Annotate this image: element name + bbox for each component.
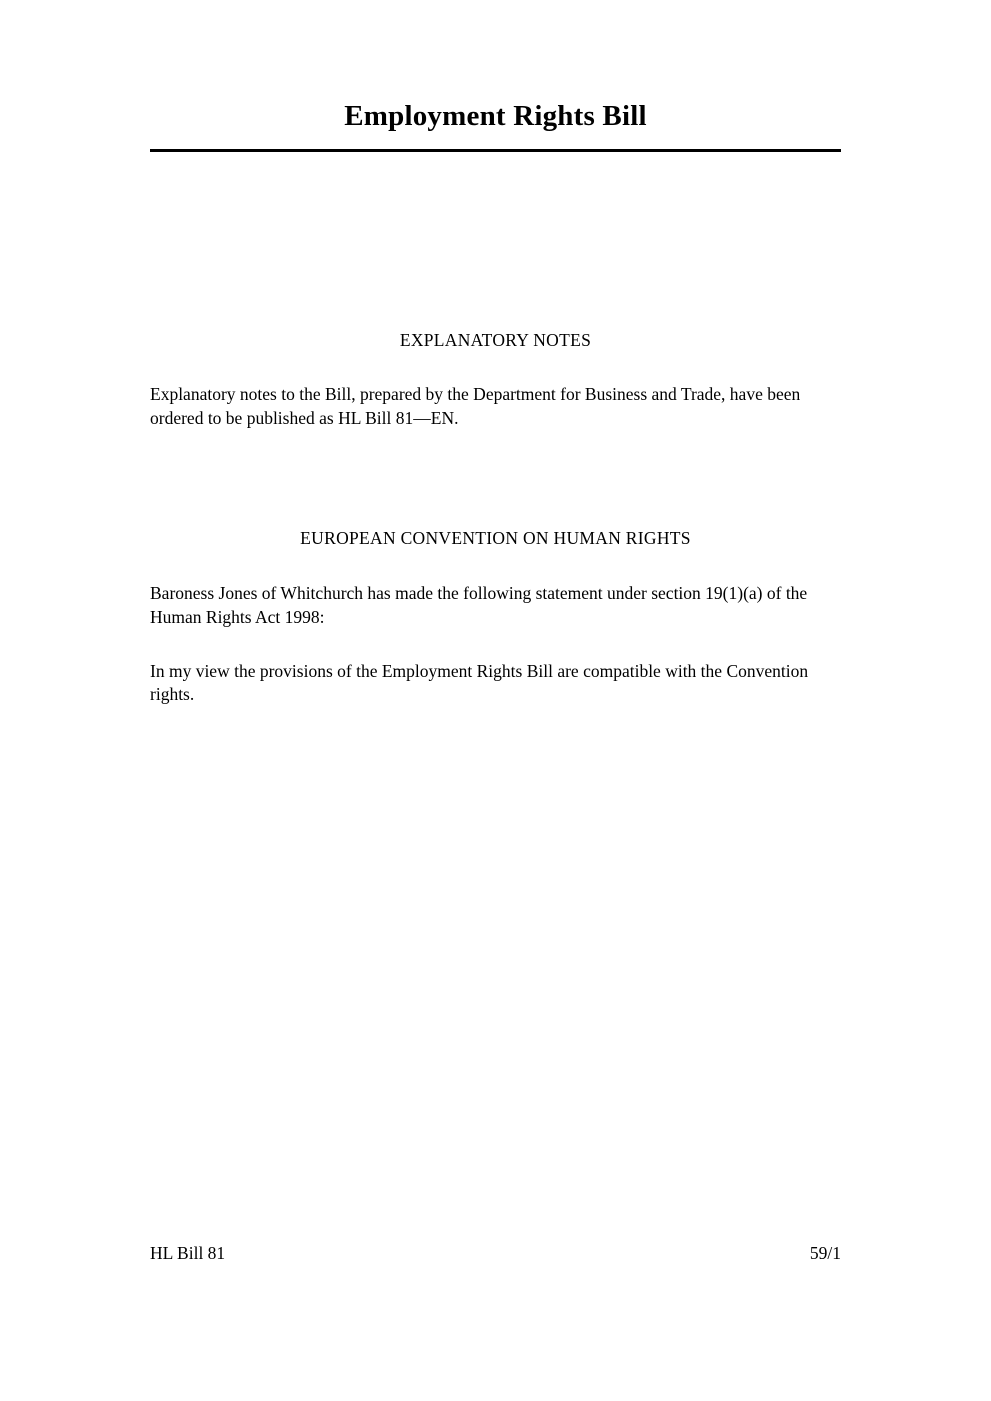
explanatory-notes-section xyxy=(150,330,841,430)
footer-page-reference: 59/1 xyxy=(809,1243,841,1263)
echr-heading: EUROPEAN CONVENTION ON HUMAN RIGHTS xyxy=(300,528,691,549)
echr-statement-paragraph: Baroness Jones of Whitchurch has made the following statement under section 19(1)(a) of the Human Rights Act 1998: xyxy=(150,583,808,627)
page-title: Employment Rights Bill xyxy=(344,100,647,132)
title-rule xyxy=(150,149,841,152)
echr-compatibility-paragraph: In my view the provisions of the Employment Rights Bill are compatible with the Convention rights. xyxy=(150,660,809,705)
explanatory-notes-heading: EXPLANATORY NOTES xyxy=(399,330,592,350)
page-content xyxy=(150,0,841,707)
page-footer xyxy=(150,1243,841,1264)
footer-bill-number: HL Bill 81 xyxy=(150,1243,226,1263)
echr-section xyxy=(150,528,841,707)
title-block xyxy=(150,100,841,152)
explanatory-notes-paragraph: Explanatory notes to the Bill, prepared by the Department for Business and Trade, have been ordered to be published as HL Bill 81—EN. xyxy=(150,384,801,428)
